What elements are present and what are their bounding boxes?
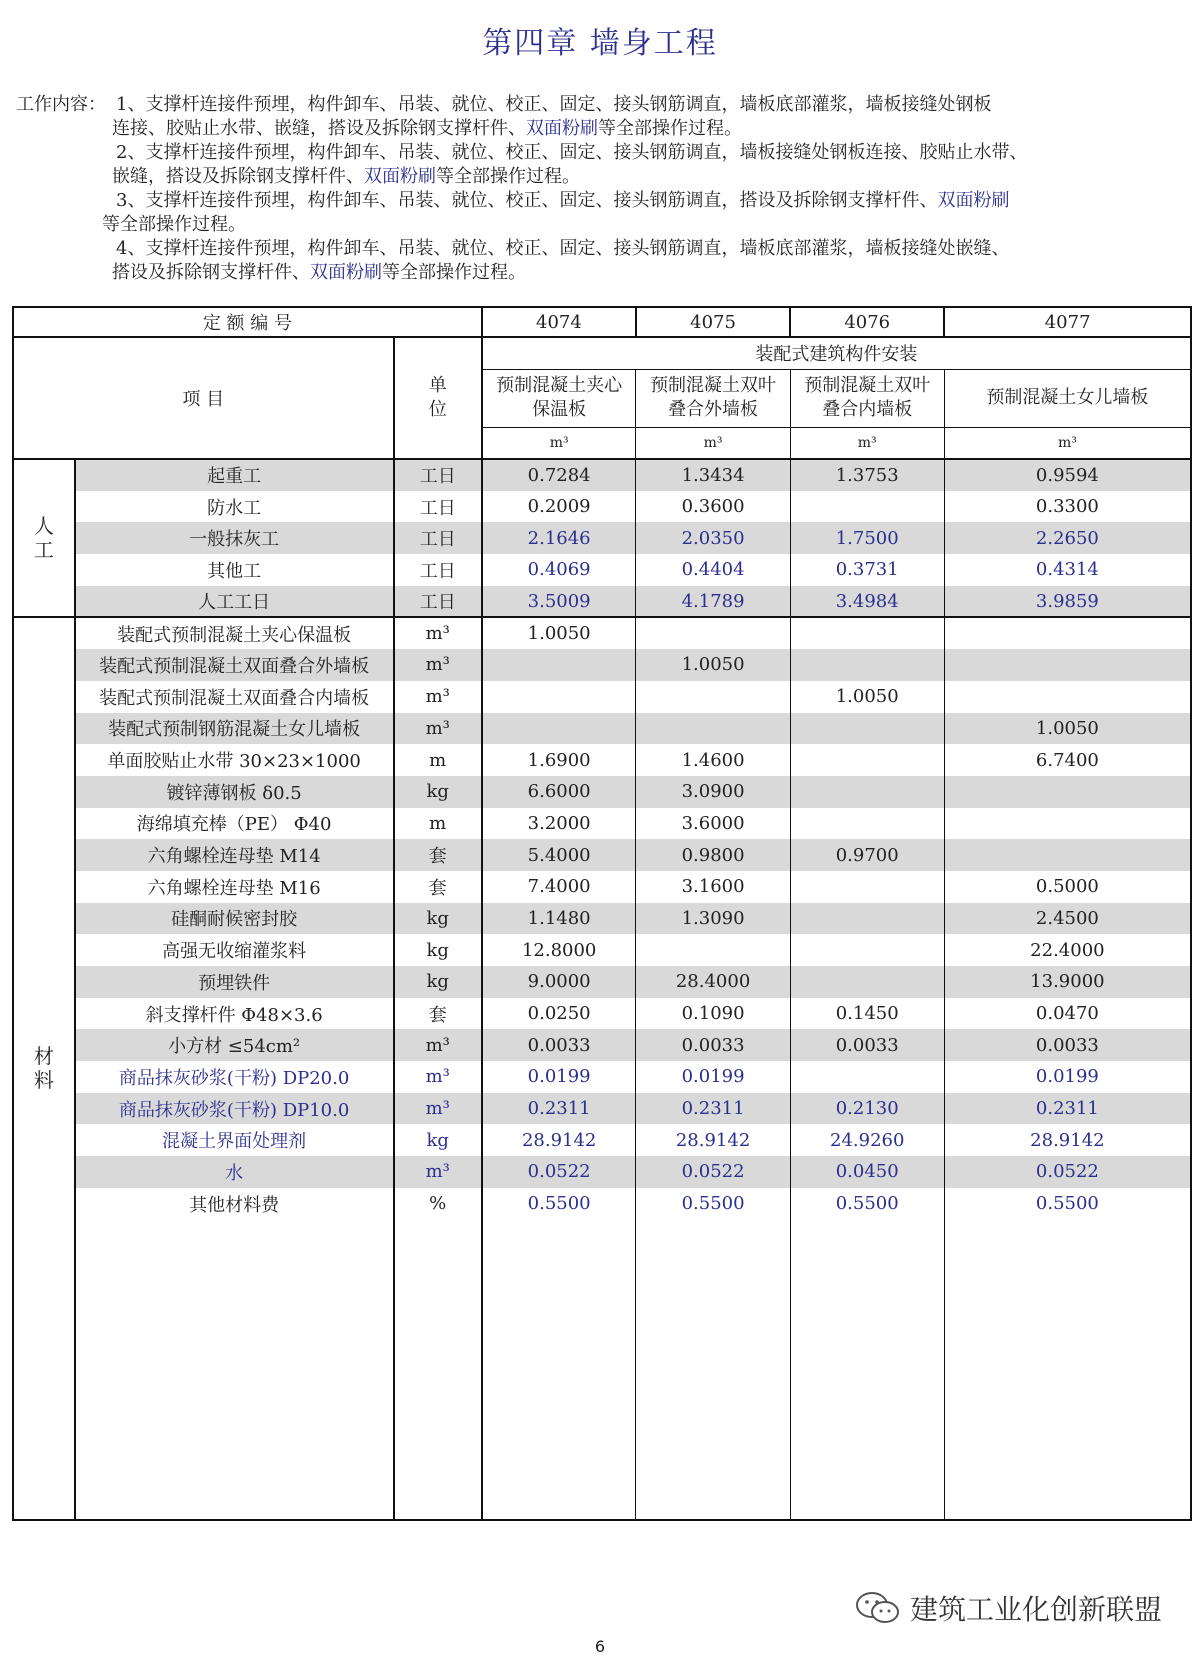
column-name: 预制混凝土双叶 叠合外墙板: [636, 369, 790, 427]
row-value: 0.0033: [482, 1029, 636, 1061]
row-value: 0.3300: [944, 491, 1191, 523]
row-name: 斜支撑杆件 Φ48×3.6: [75, 998, 394, 1030]
row-value: 0.1450: [790, 998, 944, 1030]
row-unit: 套: [394, 998, 482, 1030]
table-row: [13, 1029, 1191, 1061]
row-value: 3.0900: [636, 776, 790, 808]
row-value: 0.9700: [790, 839, 944, 871]
row-value: 2.1646: [482, 522, 636, 554]
row-value: 0.0033: [944, 1029, 1191, 1061]
row-value: 6.6000: [482, 776, 636, 808]
column-name: 预制混凝土女儿墙板: [944, 369, 1191, 427]
row-value: 0.0199: [482, 1061, 636, 1093]
row-unit: 工日: [394, 459, 482, 491]
work-text: 1、支撑杆连接件预埋，构件卸车、吊装、就位、校正、固定、接头钢筋调直，墙板底部灌浆，墙板接缝处钢板: [116, 94, 992, 115]
table-row: [13, 839, 1191, 871]
row-name: 商品抹灰砂浆(干粉) DP20.0: [75, 1061, 394, 1093]
row-value: 28.9142: [636, 1124, 790, 1156]
empty-cell: [482, 1220, 636, 1520]
table-row: [13, 871, 1191, 903]
row-unit: kg: [394, 903, 482, 935]
table-row: [13, 744, 1191, 776]
row-value: 13.9000: [944, 966, 1191, 998]
work-text: 等全部操作过程。: [436, 166, 580, 187]
highlight-text: 双面粉刷: [364, 166, 436, 187]
row-value: [790, 1061, 944, 1093]
work-text: 等全部操作过程。: [102, 214, 246, 235]
row-value: 24.9260: [790, 1124, 944, 1156]
row-name: 硅酮耐候密封胶: [75, 903, 394, 935]
row-value: 1.0050: [482, 617, 636, 649]
row-value: 7.4000: [482, 871, 636, 903]
table-row: [13, 1156, 1191, 1188]
work-content-line: [116, 188, 1009, 214]
labor-category: 人 工: [13, 459, 75, 617]
row-value: 12.8000: [482, 934, 636, 966]
row-value: 1.0050: [944, 713, 1191, 745]
column-unit: m³: [790, 427, 944, 459]
row-value: 0.0033: [790, 1029, 944, 1061]
row-name: 六角螺栓连母垫 M16: [75, 871, 394, 903]
code-4076: 4076: [790, 307, 944, 337]
row-value: 2.0350: [636, 522, 790, 554]
row-name: 预埋铁件: [75, 966, 394, 998]
material-category: 材 料: [13, 617, 75, 1519]
row-value: 0.2311: [636, 1093, 790, 1125]
row-value: 0.9800: [636, 839, 790, 871]
row-value: 0.0450: [790, 1156, 944, 1188]
row-value: 0.4314: [944, 554, 1191, 586]
row-value: 2.2650: [944, 522, 1191, 554]
row-value: 1.3434: [636, 459, 790, 491]
row-unit: 工日: [394, 554, 482, 586]
empty-cell: [790, 1220, 944, 1520]
row-value: 0.2009: [482, 491, 636, 523]
row-value: 4.1789: [636, 586, 790, 618]
row-name: 单面胶贴止水带 30×23×1000: [75, 744, 394, 776]
table-row: [13, 491, 1191, 523]
row-unit: kg: [394, 934, 482, 966]
row-unit: kg: [394, 1124, 482, 1156]
group-header: 装配式建筑构件安装: [482, 337, 1191, 369]
table-row: [13, 934, 1191, 966]
row-value: 1.1480: [482, 903, 636, 935]
row-value: 1.3753: [790, 459, 944, 491]
row-value: [636, 713, 790, 745]
row-value: 0.5000: [944, 871, 1191, 903]
row-unit: 套: [394, 839, 482, 871]
row-value: 0.5500: [944, 1188, 1191, 1220]
row-value: 0.0522: [944, 1156, 1191, 1188]
row-value: 6.7400: [944, 744, 1191, 776]
row-name: 装配式预制混凝土双面叠合外墙板: [75, 649, 394, 681]
row-unit: 工日: [394, 522, 482, 554]
row-name: 一般抹灰工: [75, 522, 394, 554]
table-row: [13, 776, 1191, 808]
table-row: [13, 681, 1191, 713]
row-name: 装配式预制混凝土夹心保温板: [75, 617, 394, 649]
work-text: 嵌缝，搭设及拆除钢支撑杆件、: [112, 166, 364, 187]
row-value: [482, 713, 636, 745]
row-unit: m: [394, 744, 482, 776]
row-value: 0.4069: [482, 554, 636, 586]
row-name: 海绵填充棒（PE） Φ40: [75, 808, 394, 840]
row-value: 0.2130: [790, 1093, 944, 1125]
row-value: [944, 681, 1191, 713]
row-value: 1.7500: [790, 522, 944, 554]
row-name: 小方材 ≤54cm²: [75, 1029, 394, 1061]
work-content-line: [102, 212, 246, 238]
row-value: 0.0470: [944, 998, 1191, 1030]
row-name: 其他工: [75, 554, 394, 586]
column-unit: m³: [636, 427, 790, 459]
table-row: [13, 1061, 1191, 1093]
table-row: [13, 713, 1191, 745]
row-value: 5.4000: [482, 839, 636, 871]
row-name: 镀锌薄钢板 δ0.5: [75, 776, 394, 808]
row-unit: m³: [394, 713, 482, 745]
row-value: 3.9859: [944, 586, 1191, 618]
row-value: 1.0050: [636, 649, 790, 681]
row-value: 3.4984: [790, 586, 944, 618]
row-value: 0.0250: [482, 998, 636, 1030]
table-row: [13, 649, 1191, 681]
row-value: [790, 966, 944, 998]
row-value: [944, 776, 1191, 808]
row-name: 装配式预制钢筋混凝土女儿墙板: [75, 713, 394, 745]
column-name: 预制混凝土夹心 保温板: [482, 369, 636, 427]
row-value: 0.1090: [636, 998, 790, 1030]
row-unit: m³: [394, 681, 482, 713]
row-value: [790, 808, 944, 840]
wechat-icon: [854, 1590, 902, 1626]
row-value: 3.6000: [636, 808, 790, 840]
work-content-line: [112, 164, 580, 190]
column-unit: m³: [944, 427, 1191, 459]
row-value: 0.5500: [790, 1188, 944, 1220]
row-name: 人工工日: [75, 586, 394, 618]
table-row: [13, 459, 1191, 491]
row-value: 3.1600: [636, 871, 790, 903]
row-name: 六角螺栓连母垫 M14: [75, 839, 394, 871]
empty-cell: [394, 1220, 482, 1520]
code-4074: 4074: [482, 307, 636, 337]
table-row: [13, 966, 1191, 998]
row-unit: m³: [394, 1061, 482, 1093]
row-value: [636, 681, 790, 713]
work-content-line: [116, 140, 1027, 166]
row-value: 0.0199: [944, 1061, 1191, 1093]
row-unit: m³: [394, 1156, 482, 1188]
row-unit: kg: [394, 776, 482, 808]
row-value: 0.5500: [482, 1188, 636, 1220]
row-name: 防水工: [75, 491, 394, 523]
row-unit: %: [394, 1188, 482, 1220]
table-row: [13, 903, 1191, 935]
empty-cell: [75, 1220, 394, 1520]
row-value: 1.4600: [636, 744, 790, 776]
row-value: [790, 871, 944, 903]
row-unit: m: [394, 808, 482, 840]
work-text: 3、支撑杆连接件预埋，构件卸车、吊装、就位、校正、固定、接头钢筋调直，搭设及拆除钢支撑杆件、: [116, 190, 938, 211]
row-unit: 工日: [394, 586, 482, 618]
work-content-line: [116, 92, 991, 118]
row-value: [790, 744, 944, 776]
table-row: [13, 1124, 1191, 1156]
work-text: 搭设及拆除钢支撑杆件、: [112, 262, 310, 283]
row-value: [790, 903, 944, 935]
row-value: 3.2000: [482, 808, 636, 840]
row-value: 9.0000: [482, 966, 636, 998]
row-unit: m³: [394, 1029, 482, 1061]
work-content-line: [112, 260, 526, 286]
row-unit: m³: [394, 617, 482, 649]
row-name: 起重工: [75, 459, 394, 491]
row-value: 2.4500: [944, 903, 1191, 935]
row-value: [636, 934, 790, 966]
quota-number-label: 定 额 编 号: [13, 307, 482, 337]
row-value: [944, 617, 1191, 649]
row-name: 商品抹灰砂浆(干粉) DP10.0: [75, 1093, 394, 1125]
row-value: 28.4000: [636, 966, 790, 998]
work-content-line: [112, 116, 742, 142]
empty-cell: [944, 1220, 1191, 1520]
table-row: [13, 998, 1191, 1030]
row-value: [790, 649, 944, 681]
row-value: [790, 491, 944, 523]
watermark: [854, 1588, 1162, 1628]
row-value: 0.0522: [482, 1156, 636, 1188]
row-value: [944, 808, 1191, 840]
row-value: [944, 649, 1191, 681]
row-value: 3.5009: [482, 586, 636, 618]
row-value: 28.9142: [944, 1124, 1191, 1156]
item-label: 项 目: [13, 337, 394, 459]
row-value: [790, 776, 944, 808]
row-value: 0.7284: [482, 459, 636, 491]
table-row: [13, 1188, 1191, 1220]
row-value: 0.0199: [636, 1061, 790, 1093]
row-value: [482, 649, 636, 681]
unit-label: 单 位: [394, 337, 482, 459]
work-text: 4、支撑杆连接件预埋，构件卸车、吊装、就位、校正、固定、接头钢筋调直，墙板底部灌浆，墙板接缝处嵌缝、: [116, 238, 1010, 259]
row-unit: kg: [394, 966, 482, 998]
highlight-text: 双面粉刷: [310, 262, 382, 283]
code-4077: 4077: [944, 307, 1191, 337]
column-name: 预制混凝土双叶 叠合内墙板: [790, 369, 944, 427]
work-text: 等全部操作过程。: [382, 262, 526, 283]
row-name: 高强无收缩灌浆料: [75, 934, 394, 966]
work-text: 连接、胶贴止水带、嵌缝，搭设及拆除钢支撑杆件、: [112, 118, 526, 139]
row-name: 水: [75, 1156, 394, 1188]
table-row: [13, 586, 1191, 618]
row-value: 0.4404: [636, 554, 790, 586]
row-value: 1.3090: [636, 903, 790, 935]
row-name: 混凝土界面处理剂: [75, 1124, 394, 1156]
work-content-label: 工作内容：: [16, 94, 106, 115]
row-value: 0.0033: [636, 1029, 790, 1061]
table-row: [13, 554, 1191, 586]
work-text: 2、支撑杆连接件预埋，构件卸车、吊装、就位、校正、固定、接头钢筋调直，墙板接缝处钢板连接、胶贴止水带、: [116, 142, 1028, 163]
row-value: 0.3600: [636, 491, 790, 523]
column-unit: m³: [482, 427, 636, 459]
row-unit: m³: [394, 649, 482, 681]
row-value: 0.2311: [482, 1093, 636, 1125]
row-value: 0.5500: [636, 1188, 790, 1220]
work-content-line: [116, 236, 1009, 262]
table-row: [13, 1093, 1191, 1125]
row-unit: m³: [394, 1093, 482, 1125]
table-row: [13, 522, 1191, 554]
row-value: [636, 617, 790, 649]
row-value: 0.0522: [636, 1156, 790, 1188]
page-number: 6: [594, 1637, 606, 1656]
highlight-text: 双面粉刷: [526, 118, 598, 139]
row-value: 1.6900: [482, 744, 636, 776]
page-title: 第四章 墙身工程: [482, 26, 718, 61]
row-value: [790, 713, 944, 745]
row-value: [482, 681, 636, 713]
empty-row: [13, 1220, 1191, 1520]
row-value: 22.4000: [944, 934, 1191, 966]
table-row: [13, 617, 1191, 649]
work-text: 等全部操作过程。: [598, 118, 742, 139]
row-value: 0.3731: [790, 554, 944, 586]
row-value: [790, 617, 944, 649]
row-name: 装配式预制混凝土双面叠合内墙板: [75, 681, 394, 713]
row-value: 0.9594: [944, 459, 1191, 491]
row-value: [944, 839, 1191, 871]
table-row: [13, 808, 1191, 840]
watermark-text: 建筑工业化创新联盟: [909, 1593, 1162, 1626]
row-unit: 套: [394, 871, 482, 903]
row-unit: 工日: [394, 491, 482, 523]
row-name: 其他材料费: [75, 1188, 394, 1220]
row-value: 1.0050: [790, 681, 944, 713]
code-4075: 4075: [636, 307, 790, 337]
row-value: [790, 934, 944, 966]
highlight-text: 双面粉刷: [937, 190, 1010, 211]
row-value: 0.2311: [944, 1093, 1191, 1125]
quota-table: [12, 306, 1192, 1521]
empty-cell: [636, 1220, 790, 1520]
row-value: 28.9142: [482, 1124, 636, 1156]
